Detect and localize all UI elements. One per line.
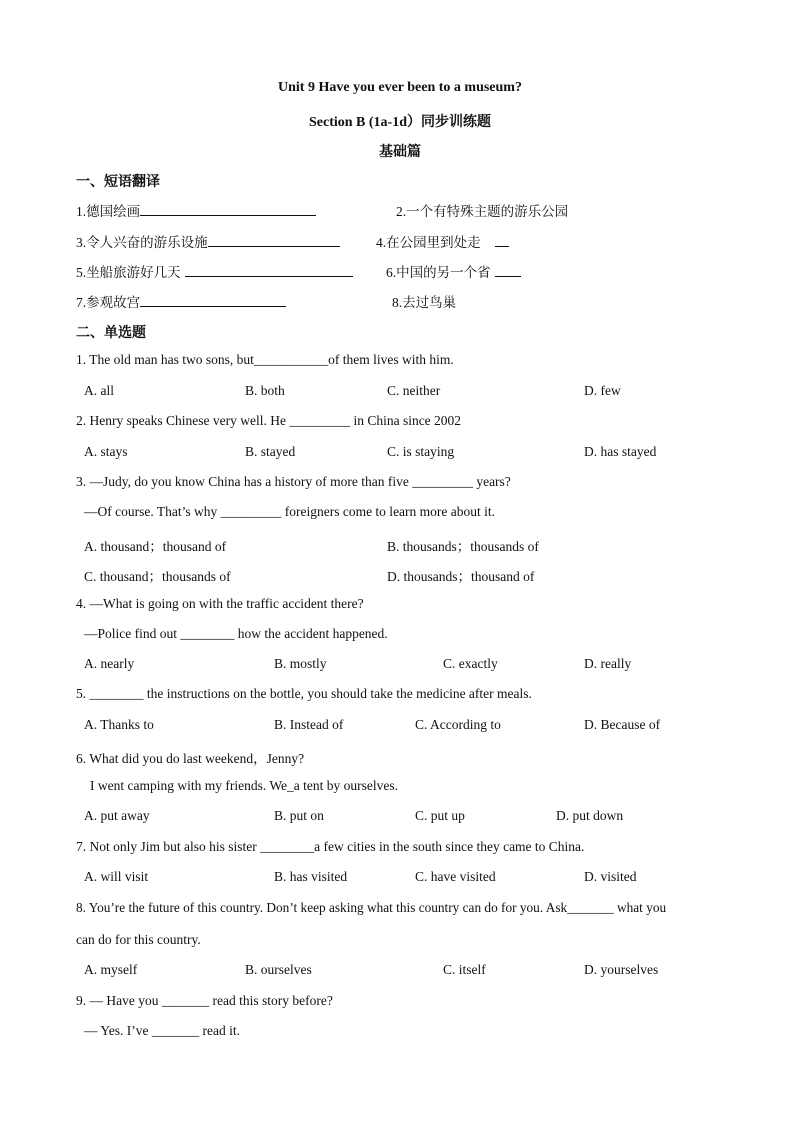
option-a[interactable]: A. nearly (84, 656, 135, 671)
question-stem: 1. The old man has two sons, but___________of them lives with him. (76, 352, 454, 367)
option-c[interactable]: C. exactly (443, 656, 498, 671)
option-a[interactable]: A. all (84, 383, 114, 398)
option-b[interactable]: B. mostly (274, 656, 327, 671)
question-stem-line2: I went camping with my friends. We_a tent by ourselves. (90, 778, 398, 793)
option-a[interactable]: A. put away (84, 808, 150, 823)
option-a[interactable]: A. stays (84, 444, 128, 459)
phrase-item: 6.中国的另一个省 (386, 261, 521, 281)
option-a[interactable]: A. Thanks to (84, 717, 154, 732)
option-a[interactable]: A. will visit (84, 869, 149, 884)
question-stem: 2. Henry speaks Chinese very well. He _________ in China since 2002 (76, 413, 462, 428)
phrase-item: 8.去过鸟巢 (392, 295, 457, 310)
question-stem: 6. What did you do last weekend，Jenny? (76, 751, 305, 766)
question-stem-line2: —Police find out ________ how the accident happened. (84, 626, 388, 641)
option-a[interactable]: A. thousand；thousand of (84, 539, 227, 554)
answer-blank[interactable] (495, 233, 509, 247)
option-c[interactable]: C. According to (415, 717, 501, 732)
phrase-item: 5.坐船旅游好几天 (76, 261, 353, 281)
option-b[interactable]: B. thousands；thousands of (387, 539, 539, 554)
option-a[interactable]: A. myself (84, 962, 138, 977)
option-d[interactable]: D. has stayed (584, 444, 657, 459)
option-c[interactable]: C. put up (415, 808, 465, 823)
option-c[interactable]: C. is staying (387, 444, 455, 459)
phrase-item: 2.一个有特殊主题的游乐公园 (396, 204, 569, 219)
option-b[interactable]: B. stayed (245, 444, 296, 459)
option-d[interactable]: D. few (584, 383, 621, 398)
option-c[interactable]: C. itself (443, 962, 486, 977)
answer-blank[interactable] (495, 263, 521, 277)
phrase-item: 4.在公园里到处走 (376, 231, 509, 251)
question-stem: 4. —What is going on with the traffic accident there? (76, 596, 364, 611)
option-b[interactable]: B. has visited (274, 869, 348, 884)
question-stem-line2: — Yes. I’ve _______ read it. (84, 1023, 240, 1038)
option-d[interactable]: D. thousands；thousand of (387, 569, 535, 584)
answer-blank[interactable] (208, 233, 340, 247)
answer-blank[interactable] (185, 263, 353, 277)
question-stem: 5. ________ the instructions on the bottle, you should take the medicine after meals. (76, 686, 532, 701)
phrase-item: 3.令人兴奋的游乐设施 (76, 231, 340, 251)
answer-blank[interactable] (140, 202, 316, 216)
option-d[interactable]: D. put down (556, 808, 624, 823)
question-stem-line2: —Of course. That’s why _________ foreigners come to learn more about it. (84, 504, 496, 519)
question-stem: 3. —Judy, do you know China has a history of more than five _________ years? (76, 474, 511, 489)
level-label: 基础篇 (379, 145, 421, 160)
option-b[interactable]: B. Instead of (274, 717, 344, 732)
question-stem: 9. — Have you _______ read this story before? (76, 993, 333, 1008)
answer-blank[interactable] (140, 293, 286, 307)
phrase-item: 7.参观故宫 (76, 291, 286, 311)
question-stem: 7. Not only Jim but also his sister ________a few cities in the south since they came to China. (76, 839, 585, 854)
question-stem-line2: can do for this country. (76, 932, 201, 947)
section-heading-translation: 一、短语翻译 (76, 175, 160, 190)
option-d[interactable]: D. visited (584, 869, 637, 884)
page-title: Unit 9 Have you ever been to a museum? (278, 80, 522, 95)
option-b[interactable]: B. put on (274, 808, 324, 823)
section-heading-choice: 二、单选题 (76, 326, 146, 341)
option-b[interactable]: B. both (245, 383, 285, 398)
option-c[interactable]: C. neither (387, 383, 441, 398)
option-d[interactable]: D. really (584, 656, 632, 671)
question-stem: 8. You’re the future of this country. Don’t keep asking what this country can do for you. Ask_______ what you (76, 900, 667, 915)
page-subtitle: Section B (1a-1d）同步训练题 (309, 115, 491, 130)
phrase-item: 1.德国绘画 (76, 200, 316, 220)
option-c[interactable]: C. have visited (415, 869, 496, 884)
option-d[interactable]: D. Because of (584, 717, 661, 732)
option-d[interactable]: D. yourselves (584, 962, 659, 977)
option-b[interactable]: B. ourselves (245, 962, 312, 977)
option-c[interactable]: C. thousand；thousands of (84, 569, 231, 584)
